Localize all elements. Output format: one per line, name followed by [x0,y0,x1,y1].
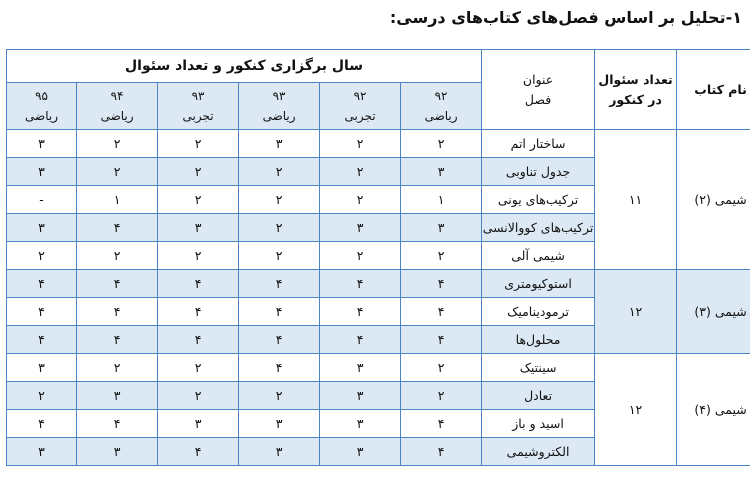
value-cell: ۴ [77,298,158,326]
year-label: ۹۲ [434,89,448,103]
value-cell: ۳ [239,438,320,466]
value-cell: ۴ [401,410,482,438]
year-header-2 [239,83,320,130]
year-label: ۹۴ [110,89,124,103]
question-count-cell: ۱۲ [595,354,677,466]
value-cell: ۳ [320,410,401,438]
value-cell: ۲ [401,242,482,270]
value-cell: ۲ [158,382,239,410]
section-heading: ۱-تحلیل بر اساس فصل‌های کتاب‌های درسی: [389,8,742,27]
question-count-header [595,50,677,130]
value-cell: ۴ [320,326,401,354]
question-count-cell: ۱۲ [595,270,677,354]
value-cell: ۳ [320,382,401,410]
value-cell: ۴ [7,298,77,326]
value-cell: - [7,186,77,214]
value-cell: ۲ [158,186,239,214]
value-cell: ۴ [77,326,158,354]
value-cell: ۳ [239,130,320,158]
value-cell: ۴ [320,298,401,326]
chapter-cell: الکتروشیمی [482,438,595,466]
year-header-1 [320,83,401,130]
value-cell: ۲ [7,382,77,410]
value-cell: ۴ [77,410,158,438]
year-header-0 [401,83,482,130]
year-label: ۹۳ [272,89,286,103]
value-cell: ۴ [239,270,320,298]
chapter-cell: ترکیب‌های یونی [482,186,595,214]
value-cell: ۳ [401,158,482,186]
value-cell: ۴ [401,326,482,354]
exam-type-label: ریاضی [25,109,59,123]
value-cell: ۲ [239,382,320,410]
value-cell: ۴ [158,438,239,466]
year-header-4 [77,83,158,130]
value-cell: ۴ [7,410,77,438]
value-cell: ۲ [239,242,320,270]
book-name-cell: شیمی (۳) [677,270,750,354]
value-cell: ۲ [158,242,239,270]
chapter-cell: جدول تناوبی [482,158,595,186]
value-cell: ۳ [77,438,158,466]
value-cell: ۲ [320,158,401,186]
chapter-cell: ترمودینامیک [482,298,595,326]
value-cell: ۳ [7,438,77,466]
value-cell: ۳ [401,214,482,242]
chapter-header [482,50,595,130]
value-cell: ۴ [401,298,482,326]
value-cell: ۱ [401,186,482,214]
value-cell: ۴ [158,270,239,298]
table-row [7,354,750,382]
chapter-cell: شیمی آلی [482,242,595,270]
table-row [7,270,750,298]
value-cell: ۳ [158,214,239,242]
value-cell: ۲ [77,242,158,270]
value-cell: ۴ [320,270,401,298]
value-cell: ۲ [77,158,158,186]
chapter-header-line2: فصل [524,91,552,107]
value-cell: ۲ [239,214,320,242]
value-cell: ۳ [320,354,401,382]
question-count-header-line1: تعداد سئوال [598,71,673,87]
value-cell: ۴ [158,326,239,354]
years-header: سال برگزاری کنکور و تعداد سئوال [7,50,482,83]
value-cell: ۳ [7,214,77,242]
value-cell: ۲ [320,130,401,158]
chapter-cell: محلول‌ها [482,326,595,354]
book-name-cell: شیمی (۴) [677,354,750,466]
value-cell: ۳ [158,410,239,438]
year-label: ۹۳ [191,89,205,103]
value-cell: ۳ [7,354,77,382]
value-cell: ۲ [7,242,77,270]
value-cell: ۱ [77,186,158,214]
value-cell: ۴ [239,326,320,354]
value-cell: ۲ [239,186,320,214]
year-label: ۹۲ [353,89,367,103]
exam-type-label: ریاضی [262,109,296,123]
year-header-3 [158,83,239,130]
question-count-cell: ۱۱ [595,130,677,270]
chapter-cell: استوکیومتری [482,270,595,298]
chapter-cell: اسید و باز [482,410,595,438]
value-cell: ۴ [158,298,239,326]
question-count-header-line2: در کنکور [609,91,662,107]
value-cell: ۳ [7,130,77,158]
value-cell: ۴ [7,270,77,298]
chapter-cell: سینتیک [482,354,595,382]
value-cell: ۳ [239,410,320,438]
exam-type-label: ریاضی [100,109,134,123]
value-cell: ۴ [239,298,320,326]
value-cell: ۲ [77,354,158,382]
exam-type-label: تجربی [344,109,376,123]
exam-type-label: ریاضی [424,109,458,123]
chapter-cell: ساختار اتم [482,130,595,158]
value-cell: ۳ [320,438,401,466]
exam-type-label: تجربی [182,109,214,123]
value-cell: ۴ [77,270,158,298]
year-label: ۹۵ [35,89,48,103]
value-cell: ۲ [158,130,239,158]
book-name-cell: شیمی (۲) [677,130,750,270]
value-cell: ۴ [77,214,158,242]
chapter-cell: تعادل [482,382,595,410]
chapter-cell: ترکیب‌های کووالانسی [482,214,595,242]
value-cell: ۳ [7,158,77,186]
value-cell: ۴ [239,354,320,382]
table-row [7,130,750,158]
value-cell: ۲ [158,158,239,186]
value-cell: ۴ [401,438,482,466]
chapter-analysis-table [6,49,750,466]
value-cell: ۳ [320,214,401,242]
value-cell: ۲ [320,186,401,214]
book-header: نام کتاب [677,50,750,130]
value-cell: ۲ [239,158,320,186]
value-cell: ۲ [158,354,239,382]
value-cell: ۲ [401,382,482,410]
value-cell: ۳ [77,382,158,410]
year-header-5 [7,83,77,130]
value-cell: ۲ [401,354,482,382]
value-cell: ۴ [7,326,77,354]
value-cell: ۲ [320,242,401,270]
value-cell: ۲ [77,130,158,158]
chapter-header-line1: عنوان [522,71,554,87]
value-cell: ۴ [401,270,482,298]
value-cell: ۲ [401,130,482,158]
